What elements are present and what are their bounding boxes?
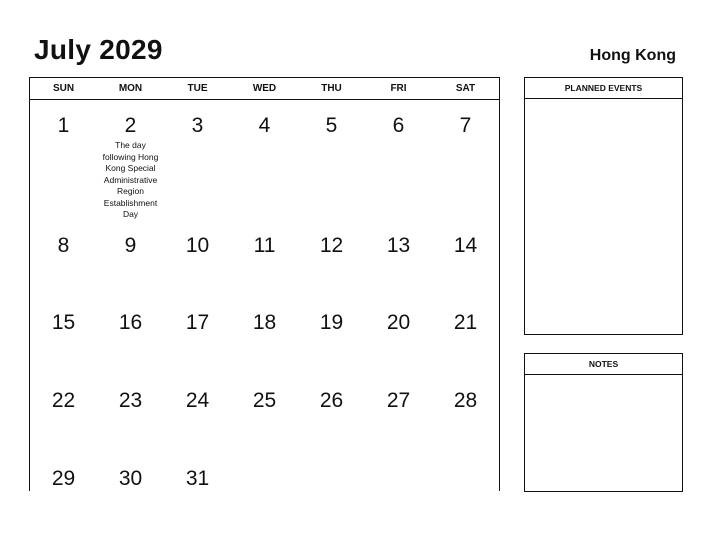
day-number: 7 [459,114,472,137]
day-cell [298,100,365,220]
day-cell [365,453,432,492]
weekday-thu: THU [321,83,342,94]
day-cell [231,220,298,297]
weekday-sun: SUN [52,83,75,94]
day-number: 6 [392,114,405,137]
day-number: 3 [191,114,204,137]
day-number: 17 [185,311,210,334]
day-cell [164,297,231,375]
day-number: 5 [325,114,338,137]
day-cell [432,220,499,297]
day-number: 2 [124,114,137,137]
day-cell [432,375,499,453]
day-cell [365,220,432,297]
day-cell [97,375,164,453]
day-cell [231,100,298,220]
day-number: 23 [118,389,143,412]
day-cell [30,220,97,297]
day-number: 25 [252,389,277,412]
day-number: 15 [51,311,76,334]
weekday-mon: MON [118,83,143,94]
day-number: 12 [319,234,344,257]
day-cell [298,375,365,453]
page-title: July 2029 [34,34,163,65]
day-number: 9 [124,234,137,257]
day-number: 19 [319,311,344,334]
day-number: 24 [185,389,210,412]
day-cell [97,297,164,375]
region-label: Hong Kong [589,47,676,64]
day-number: 31 [185,467,210,490]
weekday-sat: SAT [455,83,476,94]
month-grid [29,77,500,491]
day-number: 28 [453,389,478,412]
day-number: 27 [386,389,411,412]
day-number: 22 [51,389,76,412]
day-cell [164,100,231,220]
day-cell [231,375,298,453]
weekday-wed: WED [252,83,277,94]
weekday-fri: FRI [390,83,407,94]
day-number: 11 [253,234,276,257]
day-cell [298,453,365,492]
weekday-header [30,78,499,100]
day-number: 4 [258,114,271,137]
week-row-3 [30,297,499,375]
day-cell [30,375,97,453]
day-cell [298,297,365,375]
day-number: 20 [386,311,411,334]
week-row-4 [30,375,499,453]
day-cell [97,100,164,220]
day-cell [164,375,231,453]
day-number: 8 [57,234,70,257]
day-number: 30 [118,467,143,490]
day-number: 14 [453,234,478,257]
day-grid [30,100,499,492]
day-cell [365,297,432,375]
day-number: 18 [252,311,277,334]
day-cell [231,297,298,375]
day-cell [298,220,365,297]
day-cell [164,220,231,297]
day-number: 29 [51,467,76,490]
weekday-tue: TUE [187,83,208,94]
week-row-5 [30,453,499,492]
day-number: 13 [386,234,411,257]
planned-events-title: PLANNED EVENTS [525,78,682,99]
week-row-2 [30,220,499,297]
day-number: 26 [319,389,344,412]
day-cell [432,453,499,492]
day-number: 21 [453,311,478,334]
day-cell [30,453,97,492]
day-cell [97,220,164,297]
week-row-1 [30,100,499,220]
day-number: 16 [118,311,143,334]
notes-title: NOTES [525,354,682,375]
notes-box [524,353,683,492]
day-number: 10 [185,234,210,257]
day-cell [164,453,231,492]
day-cell [365,100,432,220]
holiday-label: The day following Hong Kong Special Administrative Region Establishment Day [102,140,159,219]
day-cell [30,100,97,220]
day-cell [97,453,164,492]
day-cell [432,100,499,220]
day-cell [365,375,432,453]
day-cell [432,297,499,375]
planned-events-box [524,77,683,335]
day-number: 1 [57,114,70,137]
day-cell [30,297,97,375]
day-cell [231,453,298,492]
